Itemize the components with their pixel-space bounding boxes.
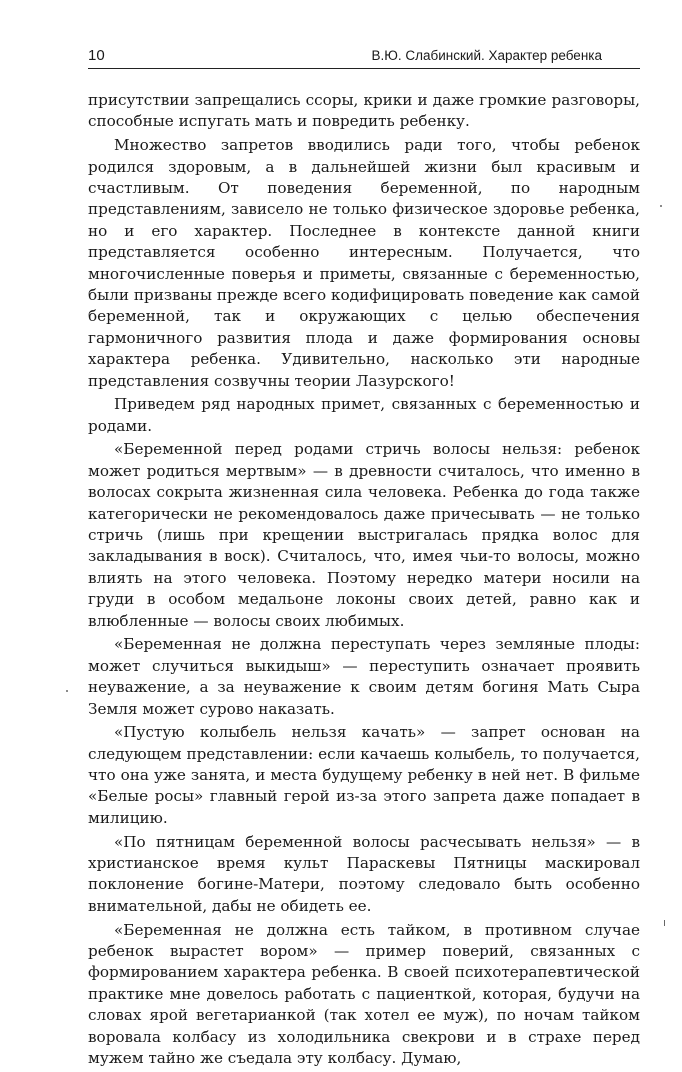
paragraph-cradle-omen: «Пустую колыбель нельзя качать» — запрет основан на следующем представлении: если качаешь колыбель, то получается, что она уже занята, и места будущему ребенку в ней нет. В фильме «Белые росы» главный герой из-за этого запрета даже попадает в милицию. [88, 723, 640, 827]
scan-speck [660, 205, 662, 207]
paragraph-friday-omen: «По пятницам беременной волосы расчесывать нельзя» — в христианское время культ Параскевы Пятницы маскировал поклонение богине-Матери, поэтому следовало быть особенно внимательной, дабы не обидеть ее. [88, 832, 640, 915]
paragraph-earth-fruits-omen: «Беременная не должна переступать через земляные плоды: может случиться выкидыш» — переступить означает проявить неуважение, а за неуважение к своим детям богиня Мать Сыра Земля может сурово наказать. [88, 635, 640, 718]
scan-speck [664, 920, 665, 926]
paragraph-continuation: присутствии запрещались ссоры, крики и даже громкие разговоры, способные испугать мать и повредить ребенку. [88, 91, 640, 131]
running-title: В.Ю. Слабинский. Характер ребенка [371, 48, 602, 63]
paragraph-eating-secretly-omen: «Беременная не должна есть тайком, в противном случае ребенок вырастет вором» — пример поверий, связанных с формированием характера ребенка. В своей психотерапевтической практике мне довелось работать с пациенткой, которая, будучи на словах ярой вегетарианкой (так хотел ее муж), по ночам тайком воровала колбасу из холодильника свекрови и в страхе перед мужем тайно же съедала эту колбасу. Думаю, [88, 920, 640, 1067]
body-text [88, 90, 640, 1072]
scan-speck [66, 690, 68, 692]
paragraph-intro-omens: Приведем ряд народных примет, связанных с беременностью и родами. [88, 395, 640, 435]
paragraph-hair-omen: «Беременной перед родами стричь волосы нельзя: ребенок может родиться мертвым» — в древности считалось, что именно в волосах сокрыта жизненная сила человека. Ребенка до года также категорически не рекомендовалось даже причесывать — не только стричь (лишь при крещении выстригалась прядка волос для закладывания в воск). Считалось, что, имея чьи-то волосы, можно влиять на этого человека. Поэтому нередко матери носили на груди в особом медальоне локоны своих детей, равно как и влюбленные — волосы своих любимых. [88, 440, 640, 630]
paragraph-prohibitions: Множество запретов вводились ради того, чтобы ребенок родился здоровым, а в дальнейшей жизни был красивым и счастливым. От поведения беременной, по народным представлениям, зависело не только физическое здоровье ребенка, но и его характер. Последнее в контексте данной книги представляется особенно интересным. Получается, что многочисленные поверья и приметы, связанные с беременностью, были призваны прежде всего кодифицировать поведение как самой беременной, так и окружающих с целью обеспечения гармоничного развития плода и даже формирования основы характера ребенка. Удивительно, насколько эти народные представления созвучны теории Лазурского! [88, 136, 640, 390]
running-head [88, 46, 640, 69]
page-number: 10 [88, 47, 105, 64]
